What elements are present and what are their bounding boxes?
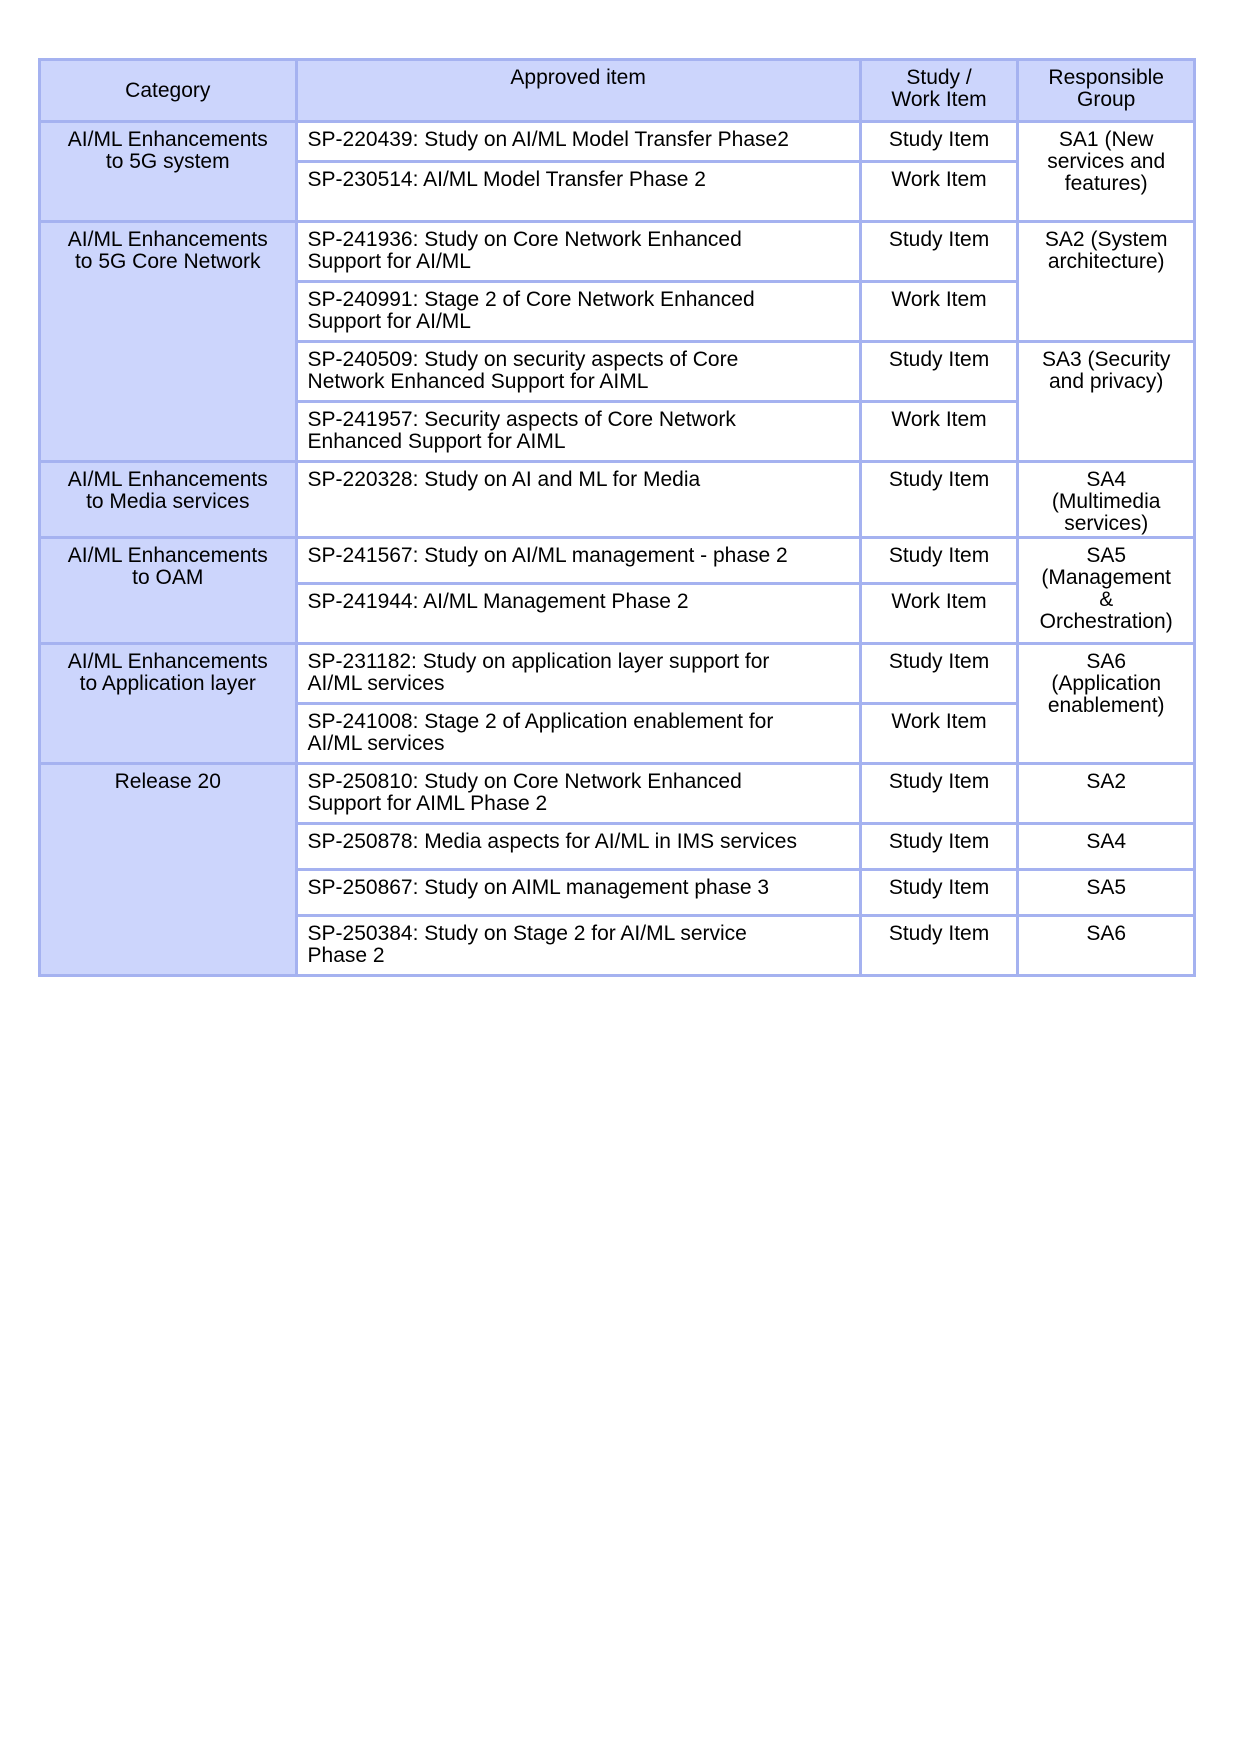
category-cell — [40, 538, 297, 644]
item-line: SP-220328: Study on AI and ML for Media — [307, 468, 701, 491]
category-line: AI/ML Enhancements — [67, 228, 268, 251]
item-line: SP-250810: Study on Core Network Enhanced — [307, 770, 742, 793]
item-line: Phase 2 — [307, 944, 385, 967]
item-line: SP-250867: Study on AIML management phase 3 — [307, 876, 770, 899]
item-line: Support for AI/ML — [307, 250, 471, 273]
category-line: to Application layer — [79, 672, 256, 695]
item-type-cell: Work Item — [860, 162, 1018, 222]
group-line: services and — [1047, 150, 1166, 173]
item-line: SP-241567: Study on AI/ML management - phase 2 — [307, 544, 788, 567]
group-line: features) — [1064, 172, 1148, 195]
header-row — [40, 60, 1195, 122]
group-line: (Management — [1041, 566, 1171, 589]
approved-item-cell — [296, 122, 860, 162]
approved-item-cell — [296, 584, 860, 644]
header-study-work-line-1: Study / — [906, 66, 972, 89]
group-line: SA1 (New — [1058, 128, 1154, 151]
item-type-cell: Work Item — [860, 402, 1018, 462]
responsible-group-cell: SA2 — [1018, 764, 1195, 824]
header-responsible-line-2: Group — [1077, 88, 1136, 111]
item-type-cell: Study Item — [860, 462, 1018, 538]
item-line: SP-241944: AI/ML Management Phase 2 — [307, 590, 689, 613]
item-type-cell: Study Item — [860, 644, 1018, 704]
group-line: SA3 (Security — [1042, 348, 1171, 371]
item-type-cell: Study Item — [860, 764, 1018, 824]
responsible-group-cell: SA4 — [1018, 824, 1195, 870]
item-line: SP-241957: Security aspects of Core Network — [307, 408, 736, 431]
item-line: SP-231182: Study on application layer support for — [307, 650, 770, 673]
group-line: (Application — [1051, 672, 1162, 695]
approved-item-cell — [296, 704, 860, 764]
category-line: Release 20 — [114, 770, 221, 793]
header-study-work-line-2: Work Item — [891, 88, 987, 111]
responsible-group-cell — [1018, 222, 1195, 342]
item-line: SP-230514: AI/ML Model Transfer Phase 2 — [307, 168, 706, 191]
group-line: SA5 — [1086, 544, 1127, 567]
item-line: SP-240991: Stage 2 of Core Network Enhanced — [307, 288, 755, 311]
group-line: (Multimedia — [1051, 490, 1161, 513]
item-type-cell: Study Item — [860, 916, 1018, 976]
category-cell — [40, 462, 297, 538]
item-line: SP-241936: Study on Core Network Enhanced — [307, 228, 742, 251]
category-line: AI/ML Enhancements — [67, 650, 268, 673]
item-type-cell: Study Item — [860, 538, 1018, 584]
category-cell — [40, 122, 297, 222]
item-type-cell: Study Item — [860, 870, 1018, 916]
category-cell — [40, 644, 297, 764]
item-line: Network Enhanced Support for AIML — [307, 370, 649, 393]
table-row — [40, 764, 1195, 824]
group-line: and privacy) — [1049, 370, 1164, 393]
category-line: to Media services — [86, 490, 250, 513]
table-row — [40, 538, 1195, 584]
approved-item-cell — [296, 916, 860, 976]
item-line: Support for AI/ML — [307, 310, 471, 333]
approved-item-cell — [296, 538, 860, 584]
approved-item-cell — [296, 870, 860, 916]
table-row — [40, 462, 1195, 538]
item-type-cell: Work Item — [860, 704, 1018, 764]
group-line: & — [1099, 588, 1114, 611]
item-type-cell: Study Item — [860, 222, 1018, 282]
approved-item-cell — [296, 282, 860, 342]
responsible-group-cell — [1018, 342, 1195, 462]
header-category: Category — [40, 60, 297, 122]
approved-item-cell — [296, 764, 860, 824]
table-row — [40, 122, 1195, 162]
responsible-group-cell — [1018, 122, 1195, 222]
item-type-cell: Work Item — [860, 584, 1018, 644]
responsible-group-cell: SA5 — [1018, 870, 1195, 916]
group-line: SA6 — [1086, 650, 1127, 673]
group-line: architecture) — [1047, 250, 1165, 273]
item-type-cell: Study Item — [860, 824, 1018, 870]
approved-item-cell — [296, 162, 860, 222]
approved-item-cell — [296, 222, 860, 282]
approved-item-cell — [296, 402, 860, 462]
item-line: Support for AIML Phase 2 — [307, 792, 548, 815]
responsible-group-cell — [1018, 538, 1195, 644]
responsible-group-cell — [1018, 644, 1195, 764]
category-line: AI/ML Enhancements — [67, 544, 268, 567]
group-line: SA2 (System — [1044, 228, 1168, 251]
group-line: services) — [1064, 512, 1149, 535]
approved-item-cell — [296, 644, 860, 704]
category-line: AI/ML Enhancements — [67, 128, 268, 151]
header-approved-item: Approved item — [296, 60, 860, 122]
item-line: SP-220439: Study on AI/ML Model Transfer Phase2 — [307, 128, 789, 151]
approved-item-cell — [296, 462, 860, 538]
item-line: SP-250384: Study on Stage 2 for AI/ML service — [307, 922, 747, 945]
responsible-group-cell: SA6 — [1018, 916, 1195, 976]
category-line: to 5G Core Network — [74, 250, 261, 273]
header-responsible-group — [1018, 60, 1195, 122]
item-line: SP-240509: Study on security aspects of Core — [307, 348, 739, 371]
item-line: AI/ML services — [307, 732, 445, 755]
category-cell — [40, 222, 297, 462]
group-line: SA4 — [1086, 468, 1127, 491]
table-row — [40, 222, 1195, 282]
item-line: SP-250878: Media aspects for AI/ML in IMS services — [307, 830, 797, 853]
group-line: Orchestration) — [1039, 610, 1173, 633]
responsible-group-cell — [1018, 462, 1195, 538]
header-responsible-line-1: Responsible — [1048, 66, 1164, 89]
category-cell — [40, 764, 297, 976]
group-line: enablement) — [1047, 694, 1165, 717]
item-type-cell: Study Item — [860, 342, 1018, 402]
item-line: Enhanced Support for AIML — [307, 430, 566, 453]
category-line: AI/ML Enhancements — [67, 468, 268, 491]
category-line: to OAM — [132, 566, 204, 589]
category-line: to 5G system — [105, 150, 230, 173]
approved-item-cell — [296, 342, 860, 402]
approved-items-table — [38, 58, 1196, 977]
item-type-cell: Work Item — [860, 282, 1018, 342]
item-line: SP-241008: Stage 2 of Application enablement for — [307, 710, 774, 733]
item-type-cell: Study Item — [860, 122, 1018, 162]
item-line: AI/ML services — [307, 672, 445, 695]
header-study-work-item — [860, 60, 1018, 122]
approved-item-cell — [296, 824, 860, 870]
table-row — [40, 644, 1195, 704]
